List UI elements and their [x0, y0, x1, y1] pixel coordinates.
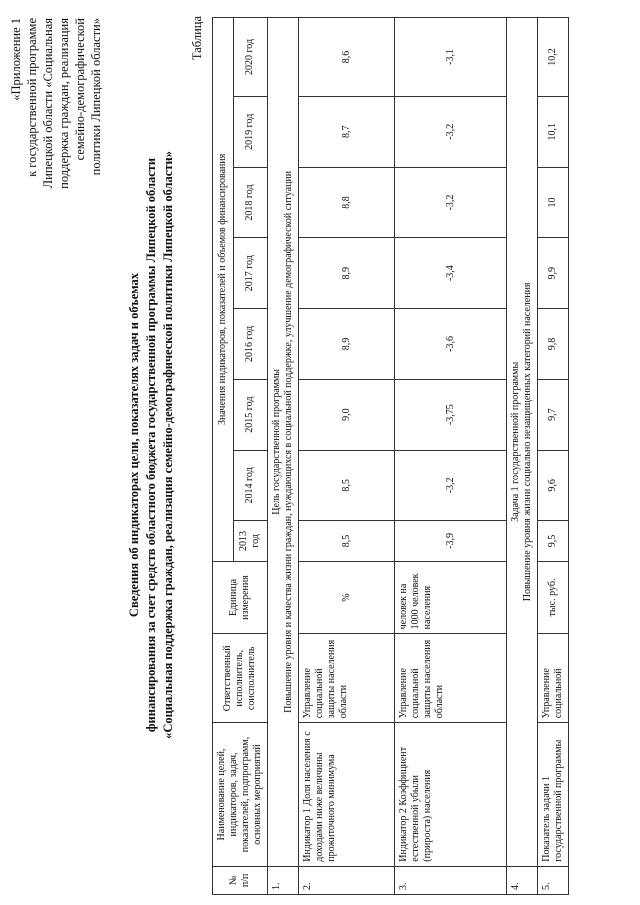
cell-value: 8,9 — [299, 309, 395, 380]
cell-value: 10,2 — [538, 18, 569, 97]
section-cell — [507, 18, 538, 867]
heading-line: Сведения об индикаторах цели, показателях задач и объемах — [127, 272, 141, 618]
table-row — [395, 18, 507, 895]
table-label: Таблица — [190, 16, 204, 61]
table-row — [299, 18, 395, 895]
appendix-note — [8, 18, 104, 248]
appendix-line: «Приложение 1 — [9, 18, 23, 101]
cell-value: 8,6 — [299, 18, 395, 97]
cell-value: 9,8 — [538, 309, 569, 380]
col-header-year: 2015 год — [233, 379, 267, 450]
section-title: Цель государственной программы — [271, 368, 282, 515]
cell-value: 9,7 — [538, 379, 569, 450]
col-header-year: 2019 год — [233, 96, 267, 167]
cell-num: 3. — [395, 866, 507, 894]
heading-line: «Социальная поддержка граждан, реализация семейно-демографической политики Липецкой области» — [161, 151, 175, 739]
col-header-values-group: Значения индикаторов, показателей и объемов финансирования — [213, 18, 234, 562]
cell-unit: человек на 1000 человек населения — [395, 561, 507, 634]
col-header-year: 2014 год — [233, 450, 267, 521]
cell-name: Индикатор 1 Доля населения с доходами ниже величины прожиточного минимума — [299, 723, 395, 866]
cell-executor: Управление социальной защиты населения области — [299, 634, 395, 723]
appendix-line: семейно-демографической — [73, 18, 87, 161]
col-header-year: 2013 год — [233, 521, 267, 561]
document-heading — [126, 115, 177, 775]
cell-num: 5. — [538, 866, 569, 894]
col-header-name: Наименование целей, индикаторов, задач, показателей, подпрограмм, основных мероприятий — [213, 723, 268, 866]
cell-num: 4. — [507, 866, 538, 894]
cell-num: 1. — [268, 866, 299, 894]
cell-value: 9,9 — [538, 238, 569, 309]
cell-num: 2. — [299, 866, 395, 894]
cell-value: -3,6 — [395, 309, 507, 380]
table-row-section — [268, 18, 299, 895]
cell-value: 9,6 — [538, 450, 569, 521]
cell-value: -3,2 — [395, 96, 507, 167]
cell-executor: Управление социальной защиты населения области — [395, 634, 507, 723]
appendix-line: к государственной программе — [25, 18, 39, 177]
col-header-year: 2020 год — [233, 18, 267, 97]
col-header-year: 2018 год — [233, 167, 267, 238]
col-header-year: 2016 год — [233, 309, 267, 380]
cell-value: -3,2 — [395, 167, 507, 238]
table-row — [538, 18, 569, 895]
cell-value: 8,5 — [299, 521, 395, 561]
col-header-unit: Единица измерения — [213, 561, 268, 634]
cell-value: 8,9 — [299, 238, 395, 309]
cell-value: 8,8 — [299, 167, 395, 238]
cell-unit: тыс. руб. — [538, 561, 569, 634]
cell-name: Показатель задачи 1 государственной программы — [538, 723, 569, 866]
col-header-year: 2017 год — [233, 238, 267, 309]
cell-value: -3,1 — [395, 18, 507, 97]
cell-name: Индикатор 2 Коэффициент естественной убыли (прироста) населения — [395, 723, 507, 866]
appendix-line: поддержка граждан, реализация — [57, 18, 71, 189]
section-cell — [268, 18, 299, 867]
section-title: Задача 1 государственной программы — [510, 361, 521, 522]
cell-executor: Управление социальной — [538, 634, 569, 723]
cell-value: -3,2 — [395, 450, 507, 521]
cell-value: -3,9 — [395, 521, 507, 561]
indicators-table — [212, 17, 569, 895]
appendix-line: Липецкой области «Социальная — [41, 18, 55, 189]
table-row-section — [507, 18, 538, 895]
cell-value: 10 — [538, 167, 569, 238]
cell-value: 8,5 — [299, 450, 395, 521]
appendix-line: политики Липецкой области» — [89, 18, 103, 176]
cell-value: 9,0 — [299, 379, 395, 450]
cell-value: 9,5 — [538, 521, 569, 561]
cell-value: -3,75 — [395, 379, 507, 450]
cell-unit: % — [299, 561, 395, 634]
section-subtitle: Повышение уровня жизни социально незащищенных категорий населения — [522, 282, 533, 602]
heading-line: финансирования за счет средств областного бюджета государственной программы Липецкой области — [144, 157, 158, 733]
col-header-num: № п/п — [213, 866, 268, 894]
header-row — [213, 18, 234, 895]
col-header-executor: Ответственный исполнитель, соисполнитель — [213, 634, 268, 723]
cell-value: 8,7 — [299, 96, 395, 167]
cell-value: 10,1 — [538, 96, 569, 167]
cell-value: -3,4 — [395, 238, 507, 309]
section-subtitle: Повышение уровня и качества жизни граждан, нуждающихся в социальной поддержке, улучшение демографической ситуации — [283, 170, 294, 713]
